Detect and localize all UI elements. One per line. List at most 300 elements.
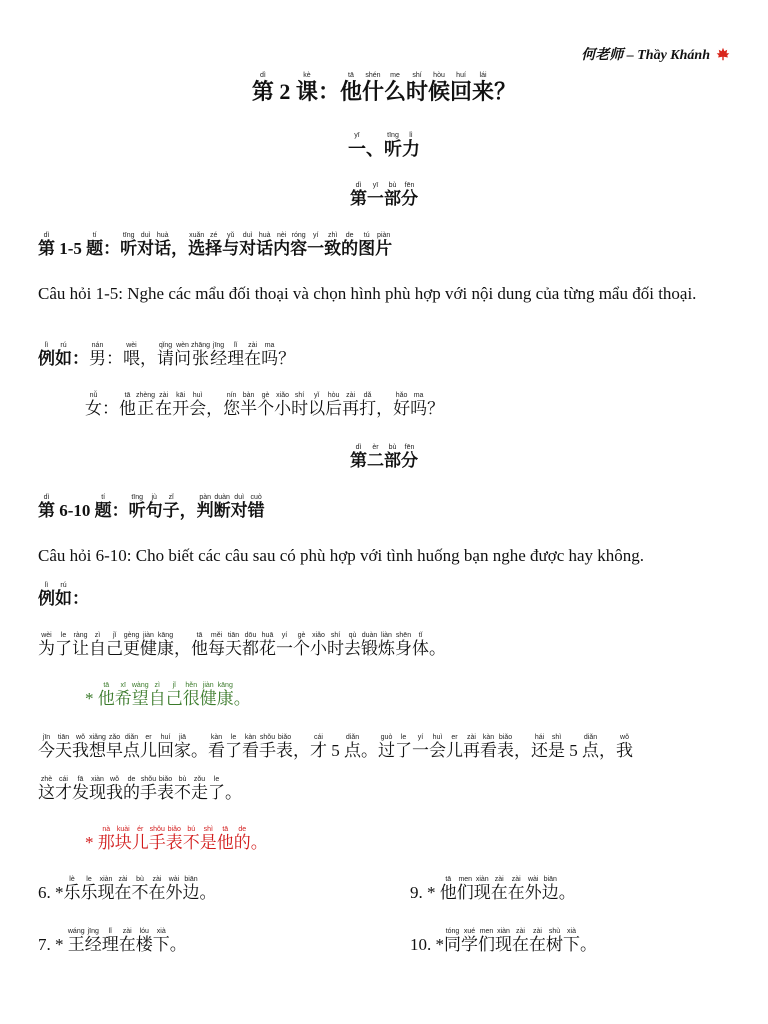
hanzi-char: 每měi: [208, 632, 225, 658]
pinyin: huí: [450, 72, 473, 79]
text-run: 2: [273, 79, 296, 104]
pinyin: zhāng: [191, 342, 211, 349]
pinyin: xiǎo: [274, 392, 292, 399]
pinyin: zhèng: [136, 392, 156, 399]
hanzi-char: 再zài: [463, 734, 480, 760]
hanzi-char: 来lái: [472, 72, 495, 104]
text-run: 、: [366, 139, 384, 159]
pinyin: rú: [55, 342, 72, 349]
pinyin: èr: [367, 444, 384, 451]
hanzi-char: 理lǐ: [227, 342, 245, 368]
pinyin: kāi: [172, 392, 190, 399]
text-run: 6-10: [55, 501, 95, 520]
pinyin: gèng: [123, 632, 140, 639]
pinyin: duàn: [361, 632, 378, 639]
hanzi-char: 第dì: [350, 444, 367, 470]
hanzi-char: 花huā: [259, 632, 276, 658]
hanzi-char: 的de: [341, 232, 359, 258]
hanzi-char: 容róng: [290, 232, 308, 258]
hanzi-char: 后hòu: [325, 392, 343, 418]
example-2-label: [38, 582, 738, 609]
hanzi-char: 致zhì: [324, 232, 342, 258]
pinyin: tā: [216, 826, 234, 833]
hanzi-char: 还hái: [531, 734, 548, 760]
hanzi-char: 他tā: [97, 682, 115, 708]
hanzi-char: 不bù: [174, 776, 191, 802]
hanzi-char: 一yí: [276, 632, 293, 658]
pinyin: tā: [97, 682, 115, 689]
hanzi-char: 第dì: [38, 232, 55, 258]
item-7: [38, 928, 187, 955]
pinyin: diǎn: [123, 734, 140, 741]
pinyin: cái: [310, 734, 327, 741]
pinyin: bù: [384, 182, 401, 189]
hanzi-char: 内nèi: [273, 232, 291, 258]
pinyin: yí: [307, 232, 325, 239]
pinyin: shǒu: [148, 826, 166, 833]
pinyin: biān: [541, 876, 559, 883]
pinyin: xiàn: [473, 876, 491, 883]
pinyin: jiā: [174, 734, 191, 741]
hanzi-char: 么me: [383, 72, 406, 104]
hanzi-char: 个gè: [293, 632, 310, 658]
pinyin: tǐ: [412, 632, 429, 639]
text-run: 9. *: [410, 883, 440, 902]
pinyin: lóu: [135, 928, 153, 935]
hanzi-char: 个gè: [257, 392, 275, 418]
hanzi-char: 在zài: [114, 876, 132, 902]
pinyin: biān: [182, 876, 200, 883]
hanzi-char: 一yī: [367, 182, 384, 208]
hanzi-char: 我wǒ: [72, 734, 89, 760]
pinyin: tú: [358, 232, 376, 239]
hanzi-char: 如rú: [55, 582, 72, 608]
hanzi-char: 张zhāng: [191, 342, 211, 368]
pinyin: huì: [189, 392, 207, 399]
pinyin: měi: [208, 632, 225, 639]
pinyin: kàn: [208, 734, 225, 741]
hanzi-char: 时shí: [406, 72, 429, 104]
hanzi-char: 希xī: [114, 682, 132, 708]
example-1-female-line: [85, 392, 738, 419]
hanzi-char: 话huà: [154, 232, 172, 258]
hanzi-char: 择zé: [205, 232, 223, 258]
pinyin: biǎo: [157, 776, 174, 783]
pinyin: shì: [199, 826, 217, 833]
hanzi-char: 今jīn: [38, 734, 55, 760]
text-run: 。: [558, 883, 576, 902]
hanzi-char: 很hěn: [182, 682, 200, 708]
hanzi-char: 他tā: [339, 72, 362, 104]
hanzi-char: 您nín: [223, 392, 241, 418]
pinyin: wài: [524, 876, 542, 883]
pinyin: hěn: [182, 682, 200, 689]
pinyin: dōu: [242, 632, 259, 639]
item-9: [410, 876, 576, 903]
hanzi-char: 男nán: [89, 342, 106, 368]
pinyin: shì: [548, 734, 565, 741]
hanzi-char: 一yī: [348, 132, 366, 159]
pinyin: huā: [259, 632, 276, 639]
pinyin: er: [446, 734, 463, 741]
hanzi-char: 小xiǎo: [274, 392, 292, 418]
pinyin: xué: [461, 928, 478, 935]
hanzi-char: 自zì: [89, 632, 106, 658]
text-run: 7. *: [38, 935, 68, 954]
pinyin: fēn: [401, 182, 418, 189]
text-run: *: [85, 833, 98, 852]
hanzi-char: 听tīng: [384, 132, 402, 159]
pinyin: biǎo: [497, 734, 514, 741]
pinyin: jīn: [38, 734, 55, 741]
hanzi-char: 第dì: [38, 494, 55, 520]
hanzi-char: 看kàn: [242, 734, 259, 760]
pinyin: fā: [72, 776, 89, 783]
hanzi-char: 了le: [55, 632, 72, 658]
hanzi-char: 分fēn: [401, 444, 418, 470]
pinyin: cuò: [247, 494, 265, 501]
pinyin: huí: [157, 734, 174, 741]
hanzi-char: 外wài: [165, 876, 183, 902]
text-run: ？: [494, 79, 517, 104]
hanzi-char: 听tīng: [120, 232, 138, 258]
pinyin: huì: [429, 734, 446, 741]
pinyin: shù: [546, 928, 563, 935]
pinyin: tā: [439, 876, 457, 883]
pinyin: xiàn: [89, 776, 106, 783]
text-run: ，: [174, 639, 191, 658]
pinyin: dì: [38, 232, 55, 239]
text-run: 。: [191, 741, 208, 760]
pinyin: zài: [342, 392, 360, 399]
pinyin: wáng: [67, 928, 85, 935]
question-6-10-instructions: Câu hỏi 6-10: Cho biết các câu sau có phù hợp với tình huống bạn nghe được hay không.: [38, 546, 645, 565]
hanzi-char: 才cái: [310, 734, 327, 760]
hanzi-char: 走zǒu: [191, 776, 208, 802]
hanzi-char: 过guò: [378, 734, 395, 760]
text-run: 1-5: [55, 239, 87, 258]
pinyin: duì: [137, 232, 155, 239]
pinyin: rú: [55, 582, 72, 589]
hanzi-char: 天tiān: [55, 734, 72, 760]
pinyin: le: [225, 734, 242, 741]
hanzi-char: 下xià: [563, 928, 580, 954]
pinyin: de: [123, 776, 140, 783]
pinyin: tiān: [55, 734, 72, 741]
hanzi-char: 选xuǎn: [188, 232, 206, 258]
pinyin: xī: [114, 682, 132, 689]
hanzi-char: 身shēn: [395, 632, 412, 658]
pinyin: nà: [97, 826, 115, 833]
pinyin: kàn: [242, 734, 259, 741]
pinyin: xiàn: [495, 928, 512, 935]
hanzi-char: 课kè: [295, 72, 318, 104]
pinyin: dì: [251, 72, 274, 79]
hanzi-char: 在zài: [490, 876, 508, 902]
hanzi-char: 现xiàn: [97, 876, 115, 902]
text-run: 5: [327, 741, 344, 760]
pinyin: men: [478, 928, 495, 935]
text-run: 6. *: [38, 883, 64, 902]
hanzi-char: 体tǐ: [412, 632, 429, 658]
hanzi-char: 了le: [208, 776, 225, 802]
hanzi-char: 话huà: [256, 232, 274, 258]
pinyin: zé: [205, 232, 223, 239]
pinyin: wài: [165, 876, 183, 883]
pinyin: shí: [327, 632, 344, 639]
example-3-line-1: [38, 734, 738, 761]
hanzi-char: 手shǒu: [140, 776, 157, 802]
hanzi-char: 以yǐ: [308, 392, 326, 418]
hanzi-char: 康kāng: [216, 682, 234, 708]
hanzi-char: 这zhè: [38, 776, 55, 802]
example-3-statement: [85, 826, 738, 853]
text-run: ，: [206, 399, 224, 418]
pinyin: tīng: [120, 232, 138, 239]
pinyin: róng: [290, 232, 308, 239]
hanzi-char: 什shén: [361, 72, 384, 104]
pinyin: tīng: [384, 132, 402, 139]
text-run: ：: [102, 399, 119, 418]
hanzi-char: 力lì: [402, 132, 420, 159]
hanzi-char: 看kàn: [480, 734, 497, 760]
pinyin: yí: [412, 734, 429, 741]
hanzi-char: 再zài: [342, 392, 360, 418]
pinyin: cái: [55, 776, 72, 783]
hanzi-char: 早zǎo: [106, 734, 123, 760]
pinyin: lǐ: [101, 928, 119, 935]
hanzi-char: 开kāi: [172, 392, 190, 418]
hanzi-char: 儿ér: [131, 826, 149, 852]
pinyin: lì: [38, 582, 55, 589]
pinyin: xuǎn: [188, 232, 206, 239]
hanzi-char: 题tí: [94, 494, 112, 520]
text-run: 。: [580, 935, 597, 954]
pinyin: lǐ: [227, 342, 245, 349]
hanzi-char: 二èr: [367, 444, 384, 470]
hanzi-char: 候hòu: [428, 72, 451, 104]
pinyin: men: [456, 876, 474, 883]
pinyin: hái: [531, 734, 548, 741]
pinyin: wèi: [38, 632, 55, 639]
pinyin: piàn: [375, 232, 393, 239]
pinyin: xiàn: [97, 876, 115, 883]
hanzi-char: 我wǒ: [616, 734, 633, 760]
hanzi-char: 去qù: [344, 632, 361, 658]
hanzi-char: 发fā: [72, 776, 89, 802]
pinyin: duì: [230, 494, 248, 501]
text-run: 。: [429, 639, 446, 658]
example-label: [38, 342, 89, 368]
pinyin: guò: [378, 734, 395, 741]
hanzi-char: 例lì: [38, 582, 55, 608]
pinyin: shí: [406, 72, 428, 79]
hanzi-char: 打dǎ: [359, 392, 377, 418]
hanzi-char: 同tóng: [444, 928, 461, 954]
question-1-5-instructions: Câu hỏi 1-5: Nghe các mẩu đối thoại và chọn hình phù hợp với nội dung của từng mẩu đối thoại.: [38, 284, 697, 303]
hanzi-char: 表biǎo: [157, 776, 174, 802]
hanzi-char: 喂wèi: [123, 342, 140, 368]
pinyin: tiān: [225, 632, 242, 639]
pinyin: lái: [472, 72, 495, 79]
hanzi-char: 己jǐ: [106, 632, 123, 658]
text-run: ：: [111, 501, 129, 520]
hanzi-char: 儿er: [446, 734, 463, 760]
page-header: [581, 44, 730, 64]
pinyin: yī: [348, 132, 366, 139]
hanzi-char: 断duàn: [213, 494, 231, 520]
hanzi-char: 康kāng: [157, 632, 174, 658]
hanzi-char: 更gèng: [123, 632, 140, 658]
pinyin: zài: [114, 876, 132, 883]
pinyin: duàn: [213, 494, 231, 501]
pinyin: kàn: [480, 734, 497, 741]
text-run: ，: [171, 239, 189, 258]
pinyin: tí: [86, 232, 104, 239]
pinyin: yǔ: [222, 232, 240, 239]
hanzi-char: 了le: [225, 734, 242, 760]
pinyin: nán: [89, 342, 106, 349]
hanzi-char: 点diǎn: [123, 734, 140, 760]
pinyin: xiǎo: [310, 632, 327, 639]
pinyin: wàng: [131, 682, 149, 689]
text-run: ，: [293, 741, 310, 760]
pinyin: tóng: [444, 928, 461, 935]
hanzi-char: 天tiān: [225, 632, 242, 658]
pinyin: jīng: [210, 342, 228, 349]
author-credit: 何老师 – Thầy Khánh: [581, 48, 710, 63]
text-run: ？: [278, 349, 296, 368]
part-two-heading: [0, 444, 768, 471]
text-run: 。: [199, 883, 217, 902]
hanzi-char: 在zài: [244, 342, 262, 368]
hanzi-char: 手shǒu: [259, 734, 276, 760]
hanzi-char: 错cuò: [247, 494, 265, 520]
text-run: 。: [225, 783, 242, 802]
hanzi-char: 经jīng: [210, 342, 228, 368]
hanzi-char: 手shǒu: [148, 826, 166, 852]
pinyin: biǎo: [276, 734, 293, 741]
pinyin: bú: [182, 826, 200, 833]
hanzi-char: 时shí: [327, 632, 344, 658]
pinyin: kāng: [157, 632, 174, 639]
hanzi-char: 现xiàn: [473, 876, 491, 902]
text-run: 。: [361, 741, 378, 760]
pinyin: ràng: [72, 632, 89, 639]
pinyin: bù: [384, 444, 401, 451]
hanzi-char: 女nǚ: [85, 392, 102, 418]
pinyin: jǐ: [106, 632, 123, 639]
pinyin: lè: [63, 876, 81, 883]
hanzi-char: 表biǎo: [165, 826, 183, 852]
hanzi-char: 我wǒ: [106, 776, 123, 802]
text-run: ：: [103, 239, 121, 258]
hanzi-char: 一yí: [412, 734, 429, 760]
hanzi-char: 在zài: [529, 928, 546, 954]
pinyin: nín: [223, 392, 241, 399]
hanzi-char: 与yǔ: [222, 232, 240, 258]
hanzi-char: 在zài: [118, 928, 136, 954]
pinyin: le: [395, 734, 412, 741]
hanzi-char: 他tā: [439, 876, 457, 902]
hanzi-char: 下xià: [152, 928, 170, 954]
hanzi-char: 让ràng: [72, 632, 89, 658]
pinyin: lì: [38, 342, 55, 349]
hanzi-char: 乐le: [80, 876, 98, 902]
pinyin: gè: [257, 392, 275, 399]
lesson-title: [0, 72, 768, 106]
hanzi-char: 子zǐ: [162, 494, 180, 520]
pinyin: er: [140, 734, 157, 741]
pinyin: jiàn: [140, 632, 157, 639]
hanzi-char: 儿er: [140, 734, 157, 760]
pinyin: zǒu: [191, 776, 208, 783]
hanzi-char: 对duì: [239, 232, 257, 258]
hanzi-char: 回huí: [157, 734, 174, 760]
hanzi-char: 他tā: [191, 632, 208, 658]
hanzi-char: 片piàn: [375, 232, 393, 258]
text-run: ，: [599, 741, 616, 760]
pinyin: kè: [295, 72, 318, 79]
hanzi-char: 分fēn: [401, 182, 418, 208]
example-2-sentence: [38, 632, 738, 659]
pinyin: dì: [350, 182, 367, 189]
pinyin: xià: [563, 928, 580, 935]
hanzi-char: 的de: [233, 826, 251, 852]
hanzi-char: 是shì: [199, 826, 217, 852]
pinyin: biǎo: [165, 826, 183, 833]
pinyin: liàn: [378, 632, 395, 639]
hanzi-char: 判pàn: [196, 494, 214, 520]
text-run: 10. *: [410, 935, 444, 954]
hanzi-char: 他tā: [216, 826, 234, 852]
pinyin: lì: [402, 132, 420, 139]
item-10: [410, 928, 597, 955]
example-1-male-line: [89, 342, 296, 368]
pinyin: wǒ: [616, 734, 633, 741]
text-run: ，: [179, 501, 197, 520]
hanzi-char: 家jiā: [174, 734, 191, 760]
hanzi-char: 王wáng: [67, 928, 85, 954]
section-heading-listening: [0, 132, 768, 161]
hanzi-char: 时shí: [291, 392, 309, 418]
part-one-heading: [0, 182, 768, 209]
pinyin: hòu: [325, 392, 343, 399]
hanzi-char: 半bàn: [240, 392, 258, 418]
pinyin: zài: [512, 928, 529, 935]
pinyin: zì: [89, 632, 106, 639]
pinyin: shǒu: [259, 734, 276, 741]
hanzi-char: 小xiǎo: [310, 632, 327, 658]
example-1-line-1: [38, 342, 738, 369]
hanzi-char: 外wài: [524, 876, 542, 902]
pinyin: huà: [154, 232, 172, 239]
hanzi-char: 题tí: [86, 232, 104, 258]
pinyin: zài: [155, 392, 173, 399]
pinyin: me: [383, 72, 406, 79]
hanzi-char: 不bù: [131, 876, 149, 902]
text-run: ：: [317, 79, 340, 104]
hanzi-char: 学xué: [461, 928, 478, 954]
hanzi-char: 的de: [123, 776, 140, 802]
hanzi-char: 表biǎo: [276, 734, 293, 760]
pinyin: zài: [148, 876, 166, 883]
pinyin: nǚ: [85, 392, 102, 399]
hanzi-char: 在zài: [507, 876, 525, 902]
pinyin: hǎo: [393, 392, 411, 399]
text-run: ，: [376, 399, 394, 418]
pinyin: gè: [293, 632, 310, 639]
